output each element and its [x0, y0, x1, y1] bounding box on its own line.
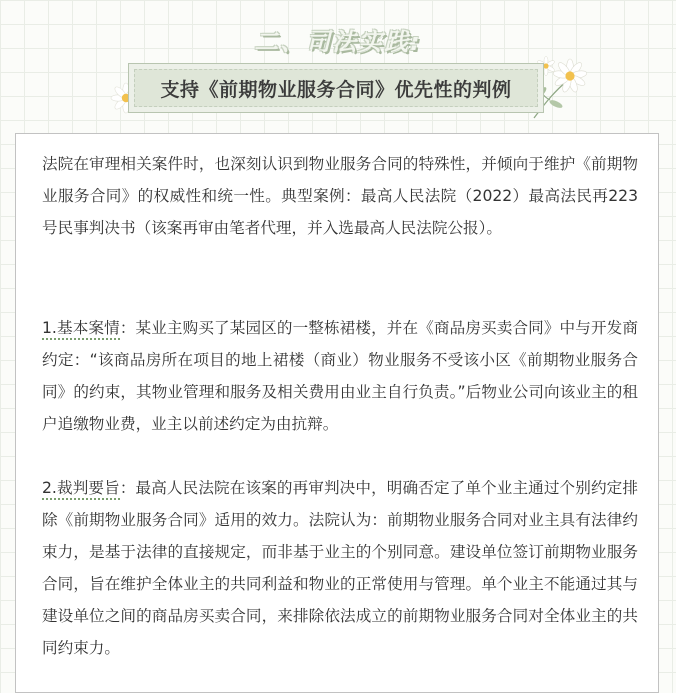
judgment-label: 2.裁判要旨	[42, 479, 120, 500]
case-facts-paragraph	[42, 312, 638, 440]
judgment-text: ：最高人民法院在该案的再审判决中，明确否定了单个业主通过个别约定排除《前期物业服务合同》适用的效力。法院认为：前期物业服务合同对业主具有法律约束力，是基于法律的直接规定，而非基于业主的个别同意。建设单位签订前期物业服务合同，旨在维护全体业主的共同利益和物业的正常使用与管理。单个业主不能通过其与建设单位之间的商品房买卖合同，来排除依法成立的前期物业服务合同对全体业主的共同约束力。	[42, 479, 638, 657]
subtitle-banner-inner	[134, 69, 538, 107]
case-facts-text: ：某业主购买了某园区的一整栋裙楼，并在《商品房买卖合同》中与开发商约定：“该商品房所在项目的地上裙楼（商业）物业服务不受该小区《前期物业服务合同》的约束，其物业管理和服务及相关费用由业主自行负责。”后物业公司向该业主的租户追缴物业费，业主以前述约定为由抗辩。	[42, 319, 638, 433]
judgment-paragraph	[42, 472, 638, 664]
content-box	[15, 133, 659, 693]
case-facts-label: 1.基本案情	[42, 319, 120, 340]
subtitle-banner	[128, 63, 544, 113]
section-heading: 二、司法实践:	[254, 28, 422, 56]
intro-paragraph: 法院在审理相关案件时，也深刻认识到物业服务合同的特殊性，并倾向于维护《前期物业服务合同》的权威性和统一性。典型案例：最高人民法院（2022）最高法民再223号民事判决书（该案再审由笔者代理，并入选最高人民法院公报）。	[42, 155, 638, 237]
banner-title: 支持《前期物业服务合同》优先性的判例	[160, 78, 512, 101]
